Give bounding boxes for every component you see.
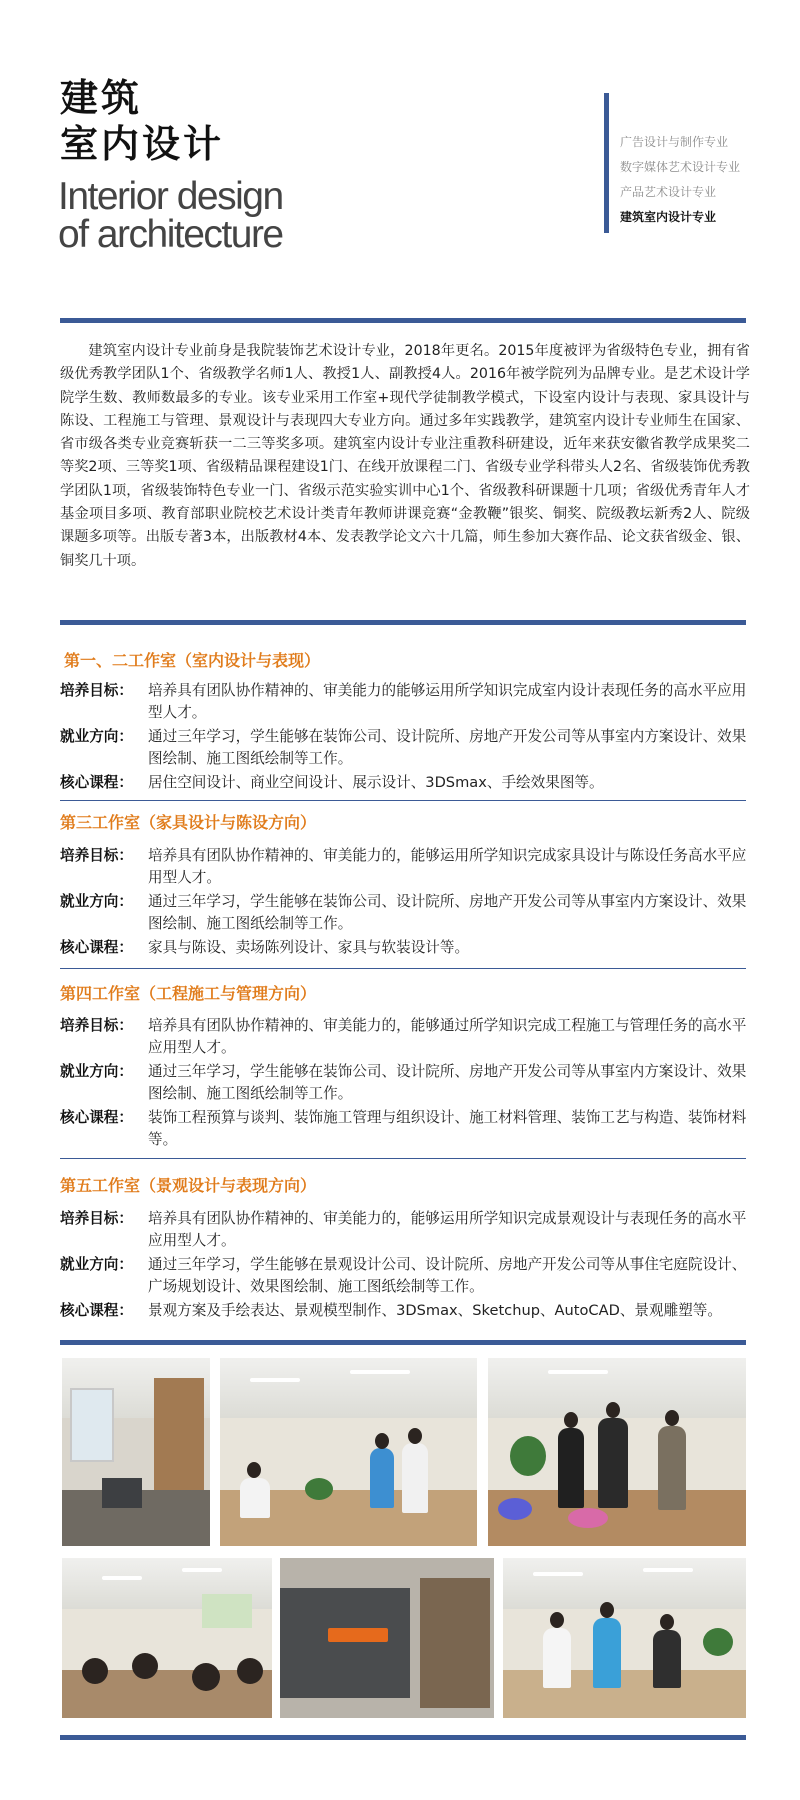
photo-head <box>665 1410 679 1426</box>
photo-head <box>408 1428 422 1444</box>
row-label: 就业方向： <box>60 893 133 910</box>
photo-studio-storage <box>62 1358 210 1546</box>
photo-exhibition <box>280 1558 494 1718</box>
divider-top <box>60 318 746 323</box>
row-text: 通过三年学习，学生能够在装饰公司、设计院所、房地产开发公司等从事室内方案设计、效果图绘制、施工图纸绘制等工作。 <box>148 893 747 932</box>
photo-head <box>550 1612 564 1628</box>
photo-head <box>82 1658 108 1684</box>
major-item: 产品艺术设计专业 <box>620 185 717 199</box>
section-title: 第一、二工作室（室内设计与表现） <box>64 651 321 670</box>
photo-person <box>593 1618 621 1688</box>
photo-ceiling <box>503 1558 746 1609</box>
row-label: 培养目标： <box>60 1017 133 1034</box>
photo-plant <box>305 1478 333 1500</box>
divider-intro <box>60 620 746 625</box>
section-divider <box>60 800 746 801</box>
photo-head <box>237 1658 263 1684</box>
photo-light <box>102 1576 142 1580</box>
photo-person <box>240 1478 270 1518</box>
photo-head <box>132 1653 158 1679</box>
section-body <box>60 845 750 962</box>
photo-light <box>250 1378 300 1382</box>
photo-person <box>653 1630 681 1688</box>
photo-light <box>350 1370 410 1374</box>
major-item: 广告设计与制作专业 <box>620 135 729 149</box>
row-text: 通过三年学习，学生能够在装饰公司、设计院所、房地产开发公司等从事室内方案设计、效果图绘制、施工图纸绘制等工作。 <box>148 728 747 767</box>
majors-list <box>620 130 740 230</box>
row-label: 核心课程： <box>60 939 133 956</box>
title-en-line1: Interior design <box>58 175 283 218</box>
row-label: 核心课程： <box>60 774 133 791</box>
photo-person <box>558 1428 584 1508</box>
row-text: 培养具有团队协作精神的、审美能力的，能够通过所学知识完成工程施工与管理任务的高水平应用型人才。 <box>148 1017 747 1056</box>
intro-paragraph: 建筑室内设计专业前身是我院装饰艺术设计专业，2018年更名。2015年度被评为省级特色专业，拥有省级优秀教学团队1个、省级教学名师1人、教授1人、副教授4人。2016年被学院列为品牌专业。是艺术设计学院学生数、教师数最多的专业。该专业采用工作室+现代学徒制教学模式，下设室内设计与表现、家具设计与陈设、工程施工与管理、景观设计与表现四大专业方向。通过多年实践教学，建筑室内设计专业师生在国家、省市级各类专业竞赛斩获一二三等奖多项。建筑室内设计专业注重教科研建设，近年来获安徽省教学成果奖二等奖2项、三等奖1项、省级精品课程建设1门、在线开放课程二门、省级专业学科带头人2名、省级装饰优秀教学团队1项，省级装饰特色专业一门、省级示范实验实训中心1个、省级教科研课题十几项；省级优秀青年人才基金项目多项、教育部职业院校艺术设计类青年教师讲课竞赛“金教鞭”银奖、铜奖、院级教坛新秀2人、院级课题多项等。出版专著3本，出版教材4本、发表教学论文六十几篇，师生参加大赛作品、论文获省级金、银、铜奖几十项。 <box>60 343 750 569</box>
section-divider <box>60 968 746 969</box>
row-label: 培养目标： <box>60 682 133 699</box>
photo-head <box>606 1402 620 1418</box>
row-label: 培养目标： <box>60 1210 133 1227</box>
photo-lecture <box>62 1558 272 1718</box>
photo-head <box>247 1462 261 1478</box>
majors-accent-bar <box>604 93 609 233</box>
photo-head <box>564 1412 578 1428</box>
row-label: 培养目标： <box>60 847 133 864</box>
photo-light <box>182 1568 222 1572</box>
photo-person <box>370 1448 394 1508</box>
row-text: 居住空间设计、商业空间设计、展示设计、3DSmax、手绘效果图等。 <box>148 774 604 791</box>
section-title: 第四工作室（工程施工与管理方向） <box>60 984 317 1003</box>
major-item-active: 建筑室内设计专业 <box>620 210 717 224</box>
photo-head <box>600 1602 614 1618</box>
divider-bottom <box>60 1735 746 1740</box>
photo-display-text <box>328 1628 388 1642</box>
section-divider <box>60 1158 746 1159</box>
photo-person <box>658 1426 686 1510</box>
title-en-line2: of architecture <box>58 213 283 256</box>
title-cn-line2: 室内设计 <box>60 122 225 166</box>
photo-flowers <box>568 1508 608 1528</box>
photo-light <box>643 1568 693 1572</box>
row-text: 培养具有团队协作精神的、审美能力的，能够运用所学知识完成景观设计与表现任务的高水平应用型人才。 <box>148 1210 747 1249</box>
photo-light <box>548 1370 608 1374</box>
row-text: 通过三年学习，学生能够在景观设计公司、设计院所、房地产开发公司等从事住宅庭院设计、广场规划设计、效果图绘制、施工图纸绘制等工作。 <box>148 1256 747 1295</box>
photo-head <box>660 1614 674 1630</box>
row-text: 家具与陈设、卖场陈列设计、家具与软装设计等。 <box>148 939 470 956</box>
photo-head <box>375 1433 389 1449</box>
photo-plant <box>510 1436 546 1476</box>
photo-workshop <box>503 1558 746 1718</box>
section-body <box>60 680 750 797</box>
photo-studio-visit <box>220 1358 477 1546</box>
row-text: 通过三年学习，学生能够在装饰公司、设计院所、房地产开发公司等从事室内方案设计、效果图绘制、施工图纸绘制等工作。 <box>148 1063 747 1102</box>
row-text: 培养具有团队协作精神的、审美能力的能够运用所学知识完成室内设计表现任务的高水平应用型人才。 <box>148 682 747 721</box>
photo-display-board <box>280 1588 410 1698</box>
row-text: 培养具有团队协作精神的、审美能力的，能够运用所学知识完成家具设计与陈设任务高水平应用型人才。 <box>148 847 747 886</box>
photo-window <box>70 1388 114 1462</box>
photo-person <box>543 1628 571 1688</box>
photo-shelf <box>420 1578 490 1708</box>
photo-machine <box>102 1478 142 1508</box>
section-title: 第五工作室（景观设计与表现方向） <box>60 1176 317 1195</box>
row-label: 就业方向： <box>60 1063 133 1080</box>
photo-person <box>598 1418 628 1508</box>
photo-head <box>192 1663 220 1691</box>
row-text: 景观方案及手绘表达、景观模型制作、3DSmax、Sketchup、AutoCAD、景观雕塑等。 <box>148 1302 722 1319</box>
photo-person <box>402 1443 428 1513</box>
row-label: 核心课程： <box>60 1109 133 1126</box>
row-label: 核心课程： <box>60 1302 133 1319</box>
photo-desk <box>503 1670 746 1718</box>
photo-projection <box>202 1594 252 1628</box>
row-label: 就业方向： <box>60 1256 133 1273</box>
divider-photos <box>60 1340 746 1345</box>
row-label: 就业方向： <box>60 728 133 745</box>
row-text: 装饰工程预算与谈判、装饰施工管理与组织设计、施工材料管理、装饰工艺与构造、装饰材料等。 <box>148 1109 747 1148</box>
photo-studio-guests <box>488 1358 746 1546</box>
photo-flowers <box>498 1498 532 1520</box>
photo-light <box>533 1572 583 1576</box>
section-body <box>60 1015 750 1153</box>
photo-ceiling <box>220 1358 477 1418</box>
section-title: 第三工作室（家具设计与陈设方向） <box>60 813 317 832</box>
photo-plant <box>703 1628 733 1656</box>
section-body <box>60 1208 750 1325</box>
title-cn-line1: 建筑 <box>60 76 143 120</box>
major-item: 数字媒体艺术设计专业 <box>620 160 741 174</box>
